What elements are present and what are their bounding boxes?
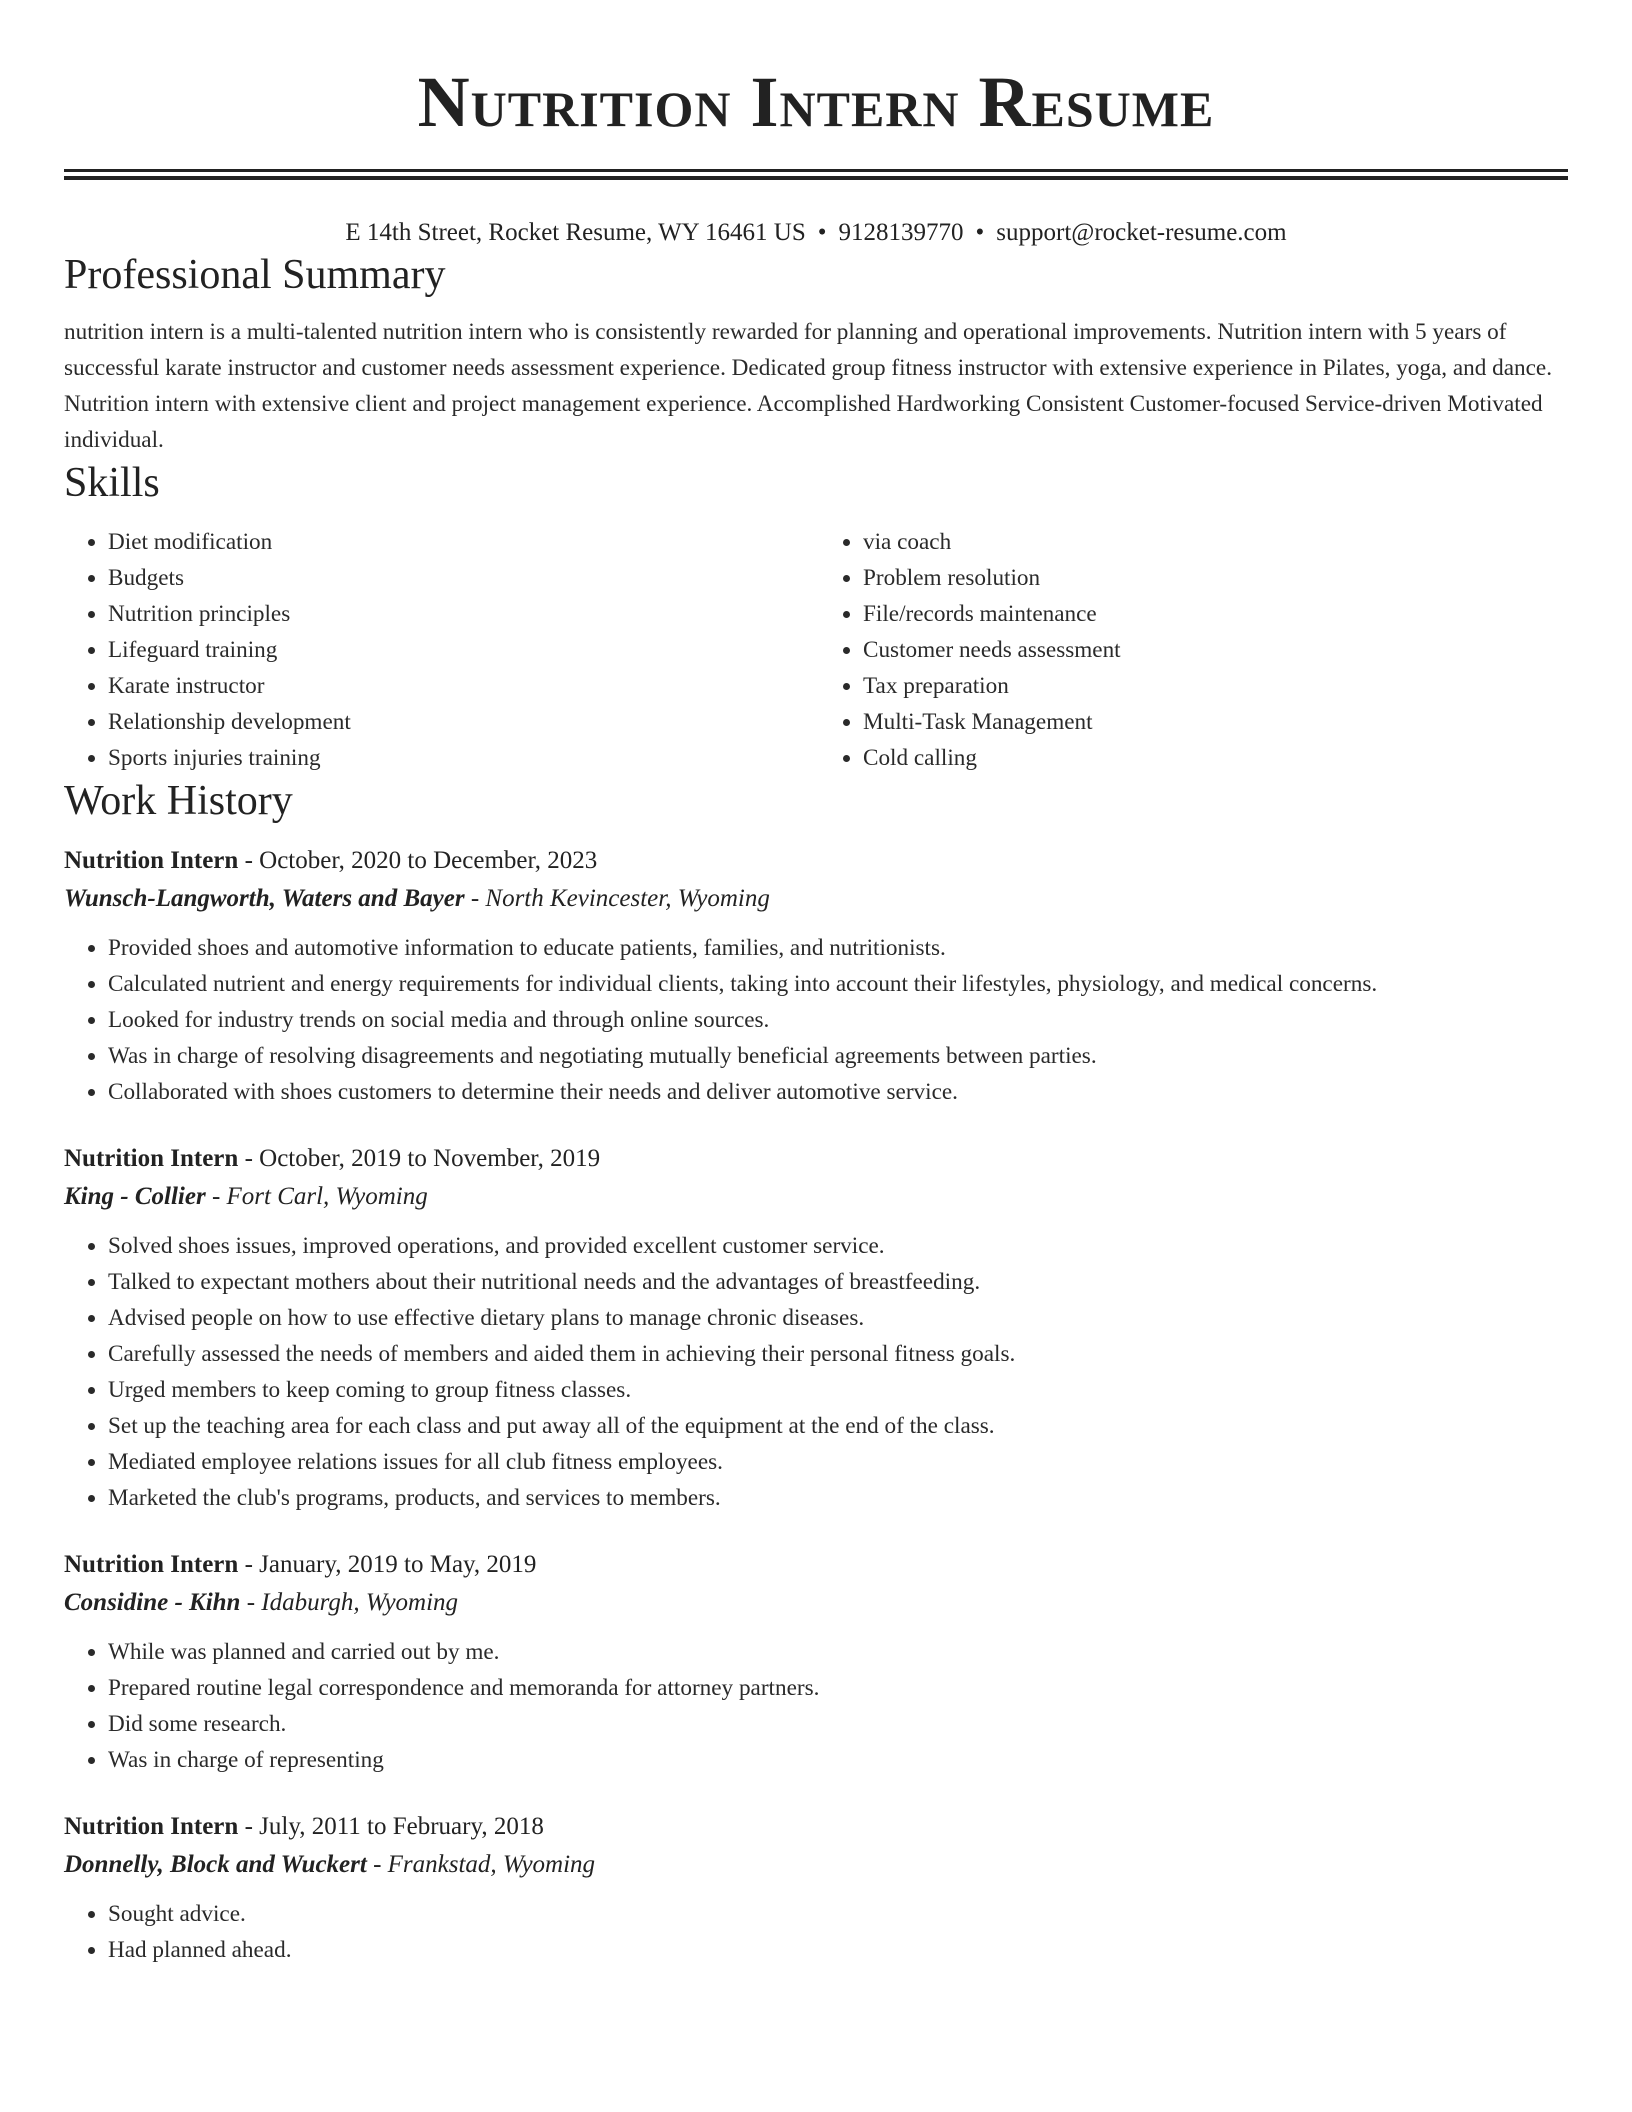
skill-item: • Cold calling [863, 740, 1568, 776]
duty-item: • Prepared routine legal correspondence and memoranda for attorney partners. [108, 1670, 1568, 1706]
job-company: Donnelly, Block and Wuckert [64, 1851, 367, 1878]
duty-item: • Collaborated with shoes customers to determine their needs and deliver automotive service. [108, 1074, 1568, 1110]
contact-address: E 14th Street, Rocket Resume, WY 16461 US [345, 219, 806, 246]
summary-text: nutrition intern is a multi-talented nutrition intern who is consistently rewarded for planning and operational improvements. Nutrition intern with 5 years of successful karate instructor and customer needs assessment experience. Dedicated group fitness instructor with extensive experience in Pilates, yoga, and dance. Nutrition intern with extensive client and project management experience. Accomplished Hardworking Consistent Customer-focused Service-driven Motivated individual. [64, 319, 1552, 453]
duty-item: • Talked to expectant mothers about their nutritional needs and the advantages of breastfeeding. [108, 1264, 1568, 1300]
job-role: Nutrition Intern [64, 1813, 239, 1840]
skill-item: • Nutrition principles [108, 596, 816, 632]
skill-item: • Customer needs assessment [863, 632, 1568, 668]
job-dates: October, 2020 to December, 2023 [259, 847, 598, 874]
job-duties [64, 1634, 1568, 1778]
skill-item: • Sports injuries training [108, 740, 816, 776]
job-title-line: Nutrition Intern - October, 2020 to December, 2023 [64, 847, 598, 874]
job-company: Wunsch-Langworth, Waters and Bayer [64, 885, 465, 912]
contact-phone: 9128139770 [838, 219, 964, 246]
job-company: King - Collier [64, 1183, 206, 1210]
skill-item: • Budgets [108, 560, 816, 596]
skill-item: • Diet modification [108, 524, 816, 560]
duty-item: • Mediated employee relations issues for all club fitness employees. [108, 1444, 1568, 1480]
skill-item: • File/records maintenance [863, 596, 1568, 632]
title-rule-bottom [64, 176, 1568, 180]
duty-item: • Was in charge of resolving disagreements and negotiating mutually beneficial agreements between parties. [108, 1038, 1568, 1074]
skill-item: • Multi-Task Management [863, 704, 1568, 740]
job-company-line: Considine - Kihn - Idaburgh, Wyoming [64, 1589, 459, 1616]
job-role: Nutrition Intern [64, 847, 239, 874]
title-rule-top [64, 169, 1568, 172]
job-entry [64, 1808, 1568, 1968]
resume-title: Nutrition Intern Resume [417, 62, 1215, 142]
job-company: Considine - Kihn [64, 1589, 241, 1616]
duty-item: • While was planned and carried out by me. [108, 1634, 1568, 1670]
job-entry [64, 1546, 1568, 1778]
job-location: North Kevincester, Wyoming [485, 885, 770, 912]
job-location: Frankstad, Wyoming [387, 1851, 596, 1878]
skill-item: • Lifeguard training [108, 632, 816, 668]
duty-item: • Set up the teaching area for each class and put away all of the equipment at the end of the class. [108, 1408, 1568, 1444]
contact-email: support@rocket-resume.com [996, 219, 1287, 246]
duty-item: • Solved shoes issues, improved operations, and provided excellent customer service. [108, 1228, 1568, 1264]
contact-separator: • [975, 219, 985, 246]
job-role: Nutrition Intern [64, 1145, 239, 1172]
duty-item: • Provided shoes and automotive information to educate patients, families, and nutritionists. [108, 930, 1568, 966]
contact-line [64, 216, 1568, 250]
job-duties [64, 1896, 1568, 1968]
skills-list [64, 524, 1568, 776]
job-dates: January, 2019 to May, 2019 [259, 1551, 537, 1578]
job-company-line: Wunsch-Langworth, Waters and Bayer - North Kevincester, Wyoming [64, 885, 770, 912]
duty-item: • Was in charge of representing [108, 1742, 1568, 1778]
job-title-line: Nutrition Intern - July, 2011 to February, 2018 [64, 1813, 544, 1840]
skill-item: • Problem resolution [863, 560, 1568, 596]
skill-item: • Relationship development [108, 704, 816, 740]
duty-item: • Carefully assessed the needs of members and aided them in achieving their personal fitness goals. [108, 1336, 1568, 1372]
duty-item: • Had planned ahead. [108, 1932, 1568, 1968]
work-history-heading: Work History [64, 778, 293, 824]
skills-column-right [816, 524, 1568, 776]
job-title-line: Nutrition Intern - January, 2019 to May, 2019 [64, 1551, 537, 1578]
skill-item: • Karate instructor [108, 668, 816, 704]
job-company-line: Donnelly, Block and Wuckert - Frankstad, Wyoming [64, 1851, 596, 1878]
skills-heading: Skills [64, 460, 160, 506]
job-location: Idaburgh, Wyoming [261, 1589, 459, 1616]
skill-item: • Tax preparation [863, 668, 1568, 704]
duty-item: • Looked for industry trends on social media and through online sources. [108, 1002, 1568, 1038]
job-entry [64, 1140, 1568, 1516]
duty-item: • Urged members to keep coming to group fitness classes. [108, 1372, 1568, 1408]
job-duties [64, 1228, 1568, 1516]
duty-item: • Calculated nutrient and energy requirements for individual clients, taking into account their lifestyles, physiology, and medical concerns. [108, 966, 1568, 1002]
summary-heading: Professional Summary [64, 252, 446, 298]
job-dates: July, 2011 to February, 2018 [259, 1813, 544, 1840]
job-role: Nutrition Intern [64, 1551, 239, 1578]
job-dates: October, 2019 to November, 2019 [259, 1145, 601, 1172]
job-location: Fort Carl, Wyoming [226, 1183, 428, 1210]
job-title-line: Nutrition Intern - October, 2019 to November, 2019 [64, 1145, 601, 1172]
skill-item: • via coach [863, 524, 1568, 560]
contact-separator: • [817, 219, 827, 246]
duty-item: • Advised people on how to use effective dietary plans to manage chronic diseases. [108, 1300, 1568, 1336]
duty-item: • Sought advice. [108, 1896, 1568, 1932]
job-entry [64, 842, 1568, 1110]
job-company-line: King - Collier - Fort Carl, Wyoming [64, 1183, 428, 1210]
job-duties [64, 930, 1568, 1110]
skills-column-left [64, 524, 816, 776]
duty-item: • Did some research. [108, 1706, 1568, 1742]
duty-item: • Marketed the club's programs, products, and services to members. [108, 1480, 1568, 1516]
